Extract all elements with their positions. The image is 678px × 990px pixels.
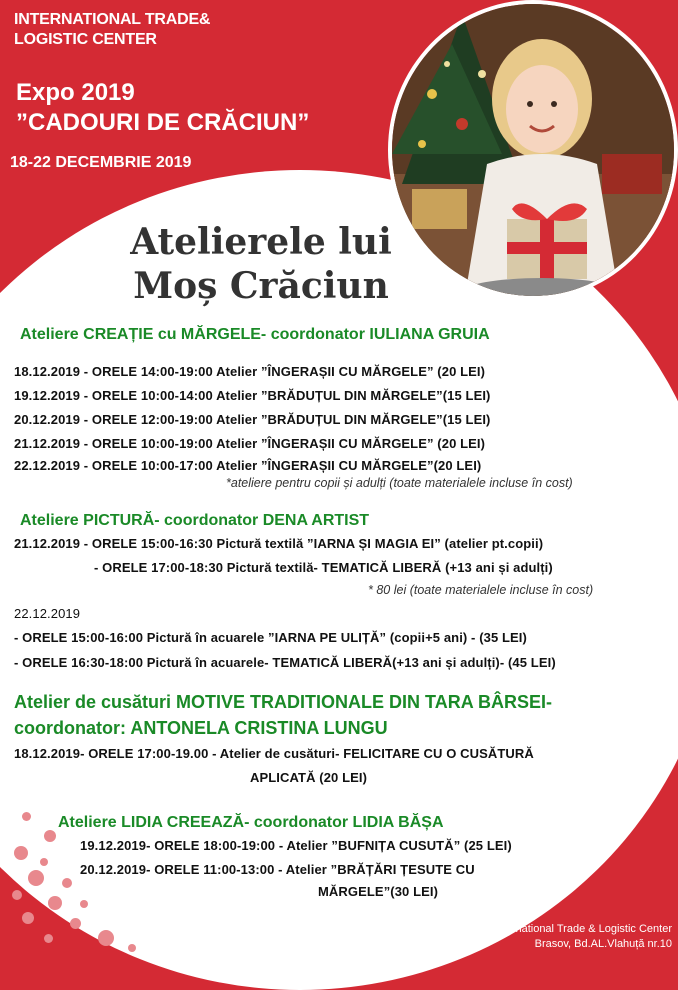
schedule-date: 22.12.2019 <box>14 606 81 621</box>
schedule-line: 22.12.2019 - ORELE 10:00-17:00 Atelier ”ÎNGERAȘII CU MĂRGELE”(20 LEI) <box>14 458 482 473</box>
footer-address <box>493 922 672 952</box>
expo-title-line-2: ”CADOURI DE CRĂCIUN” <box>16 109 310 136</box>
schedule-line: - ORELE 16:30-18:00 Pictură în acuarele- TEMATICĂ LIBERĂ(+13 ani și adulți)- (45 LEI) <box>14 655 556 670</box>
footer-line-2: Brasov, Bd.AL.Vlahuță nr.10 <box>534 938 672 950</box>
section-heading-cusaturi: Atelier de cusături MOTIVE TRADITIONALE DIN TARA BÂRSEI- <box>14 692 553 712</box>
expo-dates: 18-22 DECEMBRIE 2019 <box>10 154 192 171</box>
schedule-line: - ORELE 17:00-18:30 Pictură textilă- TEMATICĂ LIBERĂ (+13 ani și adulți) <box>94 560 553 575</box>
schedule-line: APLICATĂ (20 LEI) <box>250 770 368 785</box>
main-title-line-1: Atelierele lui <box>130 221 392 263</box>
schedule-line: 19.12.2019- ORELE 18:00-19:00 - Atelier ”BUFNIȚA CUSUTĂ” (25 LEI) <box>80 838 512 853</box>
main-title-line-2: Moș Crăciun <box>133 265 389 307</box>
section-note: * 80 lei (toate materialele incluse în cost) <box>368 583 594 597</box>
schedule-line: 20.12.2019 - ORELE 12:00-19:00 Atelier ”BRĂDUȚUL DIN MĂRGELE”(15 LEI) <box>14 412 491 427</box>
organizer-line-1: INTERNATIONAL TRADE& <box>14 11 211 28</box>
section-heading-pictura: Ateliere PICTURĂ- coordonator DENA ARTIST <box>20 512 370 529</box>
section-note: *ateliere pentru copii și adulți (toate materialele incluse în cost) <box>226 476 573 490</box>
schedule-line: 18.12.2019- ORELE 17:00-19.00 - Atelier de cusături- FELICITARE CU O CUSĂTURĂ <box>14 746 534 761</box>
schedule-line: - ORELE 15:00-16:00 Pictură în acuarele ”IARNA PE ULIȚĂ” (copii+5 ani) - (35 LEI) <box>14 630 527 645</box>
schedule-line: 18.12.2019 - ORELE 14:00-19:00 Atelier ”ÎNGERAȘII CU MĂRGELE” (20 LEI) <box>14 364 486 379</box>
schedule-line: 20.12.2019- ORELE 11:00-13:00 - Atelier ”BRĂȚĂRI ȚESUTE CU <box>80 862 475 877</box>
schedule-line: 19.12.2019 - ORELE 10:00-14:00 Atelier ”BRĂDUȚUL DIN MĂRGELE”(15 LEI) <box>14 388 491 403</box>
schedule-line: MĂRGELE”(30 LEI) <box>318 884 439 899</box>
footer-line-1: International Trade & Logistic Center <box>493 923 672 935</box>
schedule-line: 21.12.2019 - ORELE 10:00-19:00 Atelier ”ÎNGERAȘII CU MĂRGELE” (20 LEI) <box>14 436 486 451</box>
organizer-line-2: LOGISTIC CENTER <box>14 31 157 48</box>
main-title <box>96 220 426 308</box>
organizer-name <box>14 10 210 50</box>
expo-title-line-1: Expo 2019 <box>16 79 135 106</box>
section-heading-cusaturi-coordinator: coordonator: ANTONELA CRISTINA LUNGU <box>14 718 388 738</box>
section-heading-margele: Ateliere CREAȚIE cu MĂRGELE- coordonator IULIANA GRUIA <box>20 326 490 343</box>
child-with-gift-photo <box>388 0 678 300</box>
expo-title <box>16 78 309 138</box>
section-heading-lidia: Ateliere LIDIA CREEAZĂ- coordonator LIDIA BĂȘA <box>58 814 444 831</box>
schedule-line: 21.12.2019 - ORELE 15:00-16:30 Pictură textilă ”IARNA ȘI MAGIA EI” (atelier pt.copii) <box>14 536 544 551</box>
